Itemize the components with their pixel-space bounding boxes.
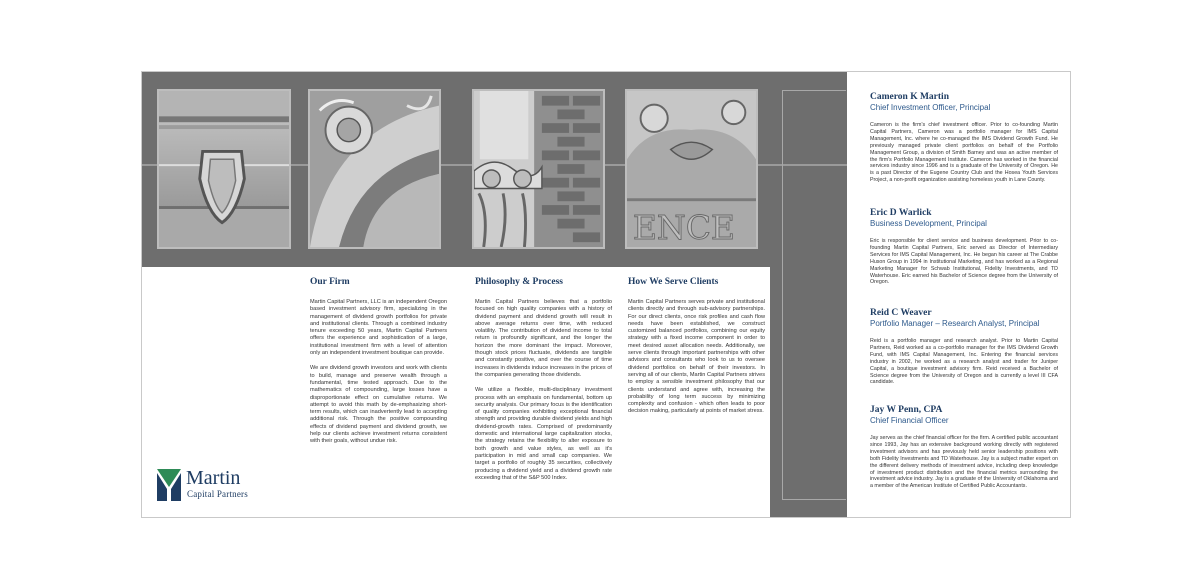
bio-name: Eric D Warlick [870,208,932,218]
our-firm-paragraph-2: We are dividend growth investors and work with clients to build, manage and preserve wealth through a fundamental, time tested approach. Due to the mathematics of compounding, large losses have a disproportionate effect on cumulative returns. We attempt to avoid this math by de-emphasizing short-term results, which can inadvertently lead to accepting additional risk. Through the positive compounding effects of dividend payment and dividend growth, we help our clients achieve investment returns consistent with their goals, without undue risk. [310,365,447,445]
engraved-text: ENCE [632,208,736,247]
bio-reid-weaver [870,308,1058,386]
logo-subname: Capital Partners [187,489,248,499]
bio-name: Cameron K Martin [870,92,949,102]
bio-jay-penn [870,405,1058,490]
philosophy-paragraph-1: Martin Capital Partners believes that a portfolio focused on high quality companies with a history of dividend payment and dividend growth will result in above average returns over time, with reduced volatility. The contribution of dividend income to total return is profoundly significant, and the longer the horizon the more dominant the impact. Moreover, though stock prices fluctuate, dividends are tangible and constantly positive, and over the course of time increases in dividends induce increases in the prices of the companies generating those dividends. [475,299,612,378]
serve-clients-heading: How We Serve Clients [628,277,719,287]
bio-text: Eric is responsible for client service and business development. Prior to co-founding Martin Capital Partners, Eric served as Director of Intermediary Services for IMS Capital Management, Inc. He began his career at The Crabbe Huson Group in 1994 in Institutional Marketing, and has worked as a Regional Marketing Manager for Schwab Institutional, Fidelity Investments, and TD Waterhouse. Eric earned his Bachelor of Science degree from the University of Oregon. [870,238,1058,286]
logo-mark-icon [157,469,181,501]
bio-text: Cameron is the firm's chief investment officer. Prior to co-founding Martin Capital Partners, Cameron was a portfolio manager for IMS Capital Management, Inc. where he co-managed the IMS Dividend Growth Fund. He previously managed private client portfolios on behalf of the Portfolio Management Group, a division of Smith Barney and was an active member of the firm's Portfolio Management Institute. Cameron has worked in the financial services industry since 1996 and is a graduate of the University of Oregon. He is a past Director of the Eugene Country Club and the Hosea Youth Services Project, a non-profit organization assisting homeless youth in Lane County. [870,122,1058,184]
bio-name: Jay W Penn, CPA [870,405,943,415]
bio-eric-warlick [870,208,1058,286]
bio-text: Jay serves as the chief financial officer for the firm. A certified public accountant since 1993, Jay has an extensive background working directly with registered investment advisors and has previously held senior leadership positions with both Fidelity Investments and TD Waterhouse. Jay is a subject matter expert on the different delivery methods of investment advice, including deep knowledge of investment product distribution and the financial metrics surrounding the investment advice industry. Jay is a graduate of the University of Oklahoma and a member of the American Institute of Certified Public Accountants. [870,435,1058,490]
bio-title: Chief Investment Officer, Principal [870,103,991,112]
our-firm-heading: Our Firm [310,277,350,287]
our-firm-column [310,277,447,454]
engraved-lettering-photo [625,89,758,249]
column-capital-photo [472,89,605,249]
fold-frame-line [782,90,846,500]
bio-text: Reid is a portfolio manager and research analyst. Prior to Martin Capital Partners, Reid worked as a co-portfolio manager for the IMS Dividend Growth Fund, with IMS Capital Management, Inc. Entering the financial services industry in 2002, he worked as a research analyst and trader for Juniper Capital, a boutique investment advisory firm. Reid received a Bachelor of Science degree from the University of Oregon and is currently a level III CFA candidate. [870,338,1058,386]
philosophy-paragraph-2: We utilize a flexible, multi-disciplinary investment process with an emphasis on fundamental, bottom up security analysis. Our primary focus is the identification of quality companies exhibiting exceptional financial strength and providing durable dividend yields and high dividend-growth rates. Comprised of predominantly domestic and international large capitalization stocks, the strategy retains the flexibility to alter exposure to both growth and value styles, as well as it's participation in mid and small cap companies. We target a portfolio of roughly 35 securities, collectively producing a dividend yield and a dividend growth rate exceeding that of the S&P 500 Index. [475,387,612,481]
shield-ornament-photo [157,89,291,249]
bio-title: Business Development, Principal [870,219,987,228]
bio-cameron-martin [870,92,1058,184]
bio-title: Chief Financial Officer [870,416,949,425]
logo-name: Martin [186,467,241,489]
serve-clients-column [628,277,765,424]
bio-name: Reid C Weaver [870,308,932,318]
serve-clients-paragraph-1: Martin Capital Partners serves private and institutional clients directly and through sub-advisory partnerships. For our direct clients, once risk profiles and cash flow needs have been established, we construct customized balanced portfolios, combining our equity strategy with a fixed income component in order to meet desired asset allocation needs. Additionally, we serve clients through important partnerships with other advisors and consultants who look to us to oversee dividend portfolios on behalf of their investors. In serving all of our clients, Martin Capital Partners strives to employ a sensible investment philosophy that our clients understand and agree with, increasing the probability of long term success by minimizing complexity and confusion - which often leads to poor decision making, particularly at points of market stress. [628,299,765,415]
arch-ornament-photo [308,89,441,249]
martin-capital-logo [157,467,267,507]
bio-title: Portfolio Manager – Research Analyst, Principal [870,319,1040,328]
philosophy-column [475,277,612,490]
philosophy-heading: Philosophy & Process [475,277,563,287]
brochure-spread [141,71,1071,518]
our-firm-paragraph-1: Martin Capital Partners, LLC is an independent Oregon based investment advisory firm, specializing in the management of dividend growth portfolios for private and institutional clients. Through a combined industry tenure exceeding 50 years, Martin Capital Partners offers the experience and sophistication of a large, institutional investment firm with a level of attention only an independent investment boutique can provide. [310,299,447,357]
